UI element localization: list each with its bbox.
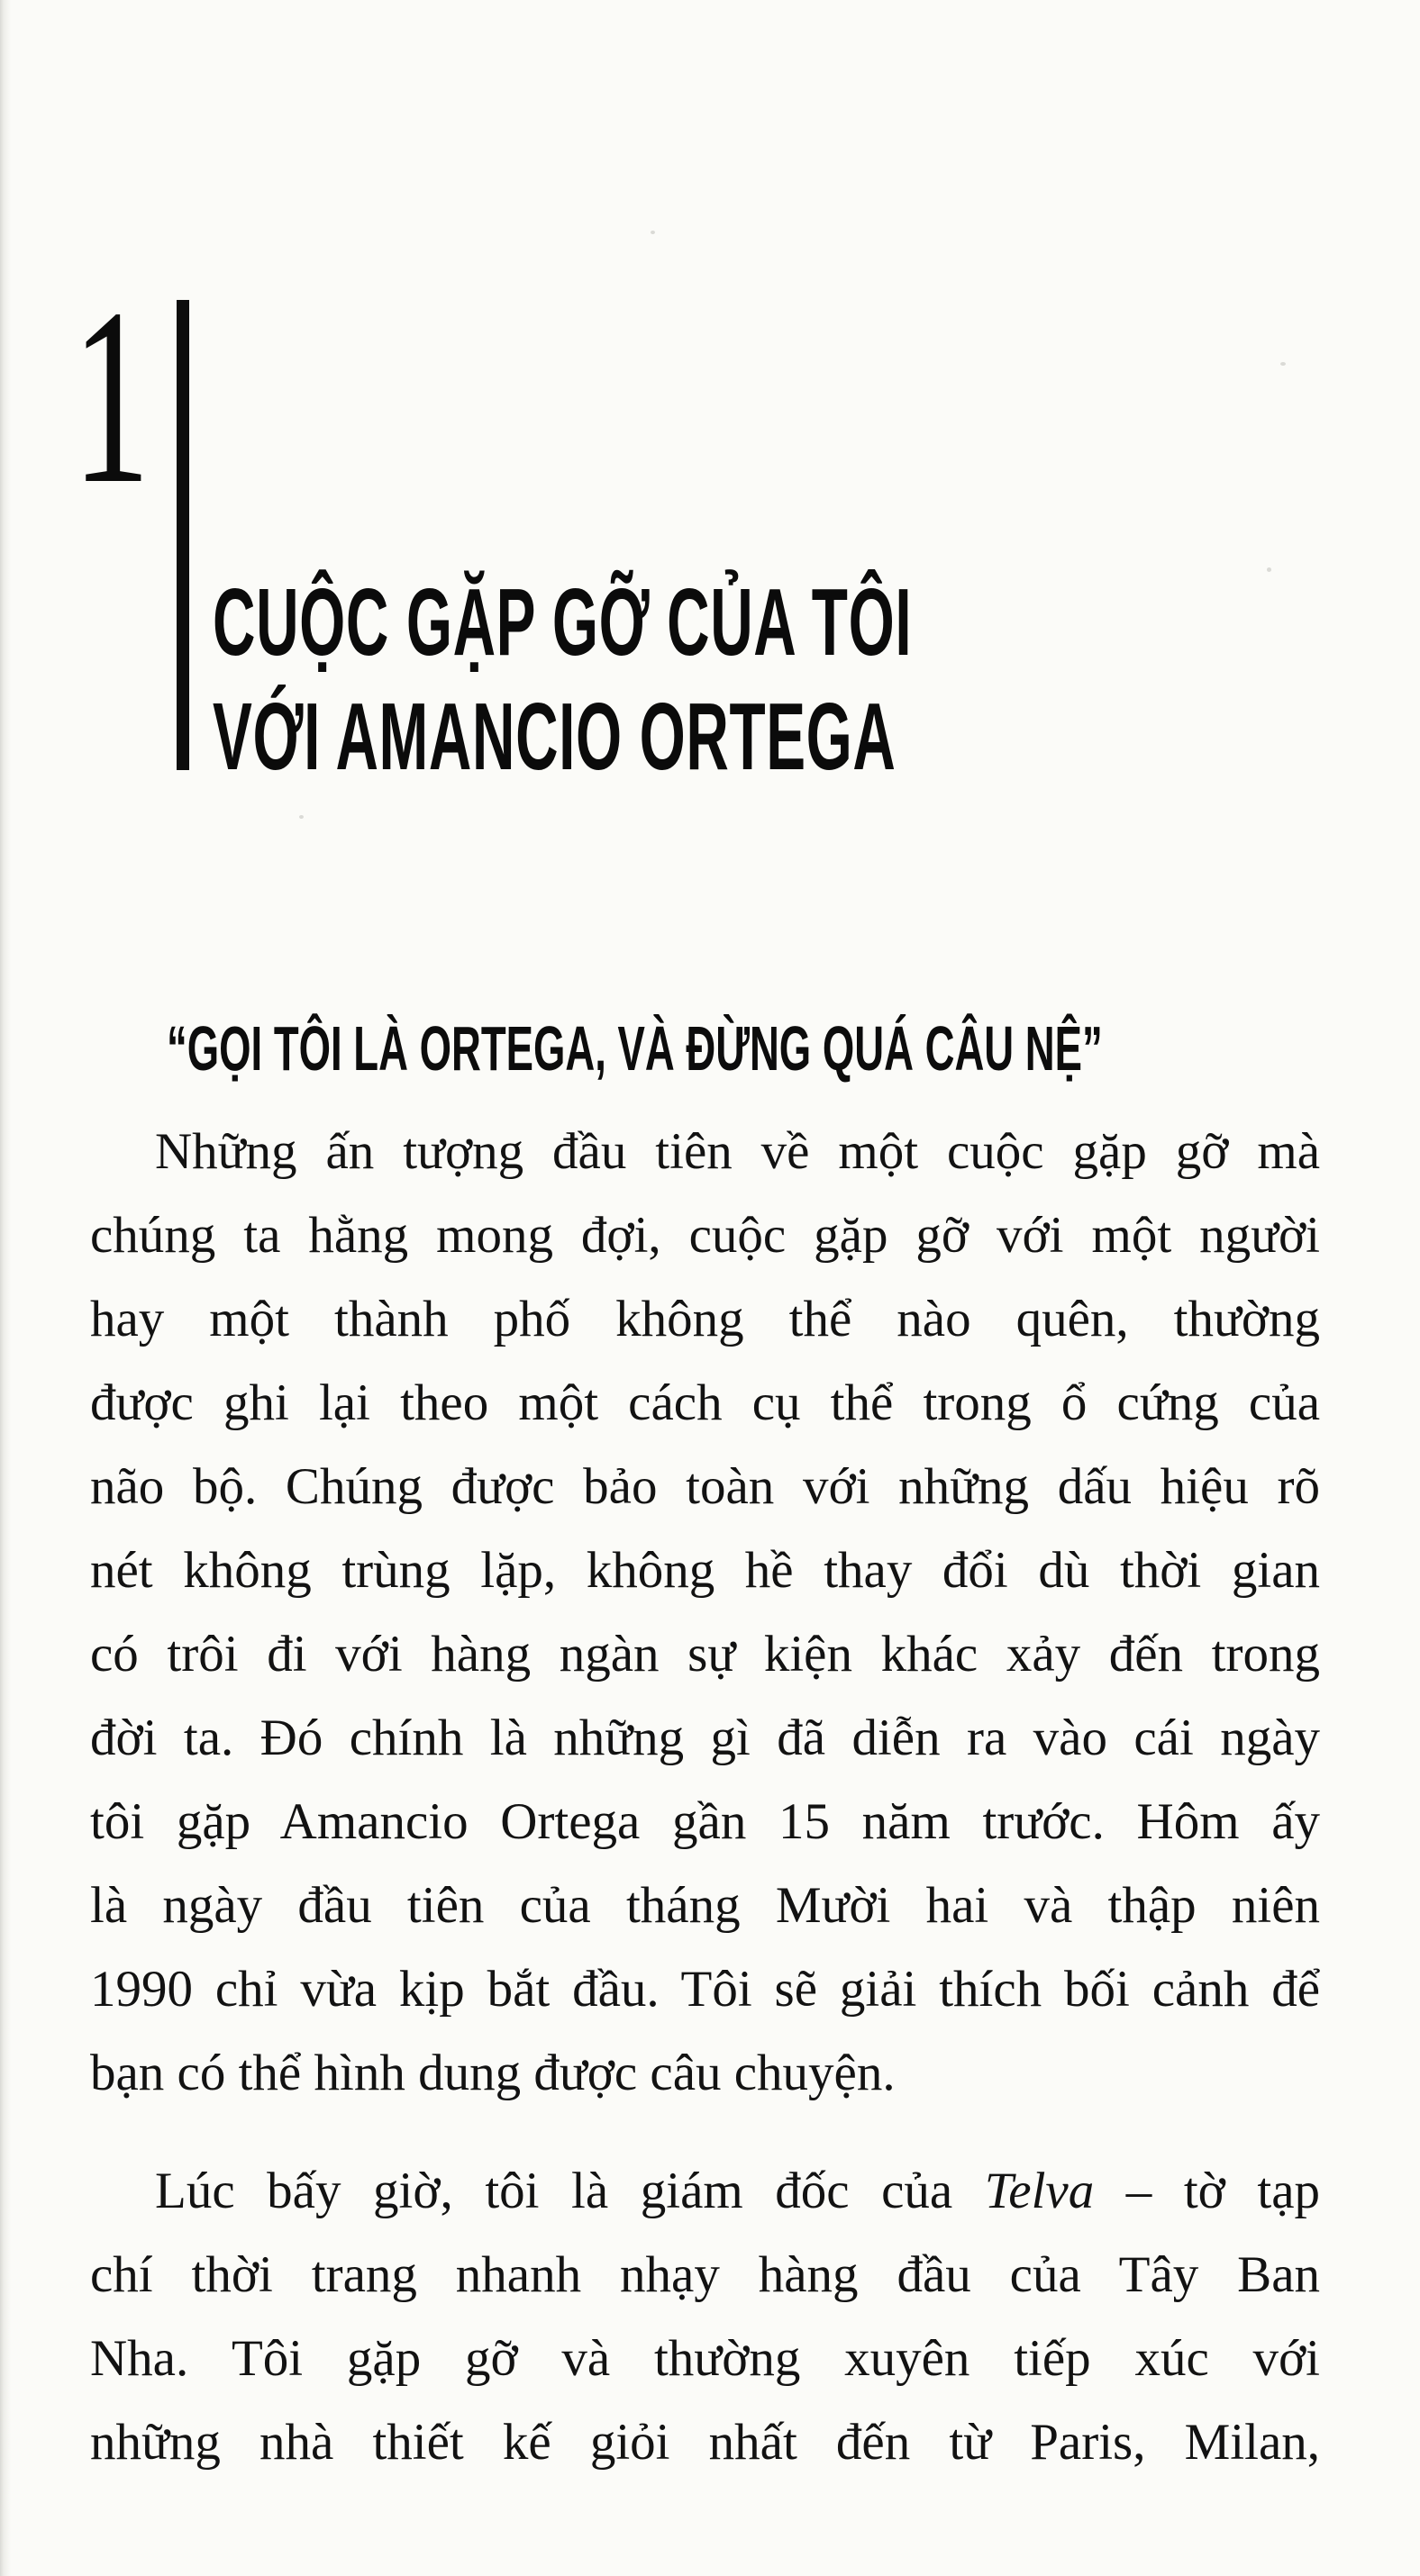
paragraph — [90, 1110, 1320, 2115]
text-line — [90, 1110, 1320, 1193]
text-line — [90, 1780, 1320, 1864]
text-line — [90, 2149, 1320, 2233]
scan-speck — [1280, 362, 1286, 366]
text-segment: – tờ tạp — [1094, 2163, 1320, 2219]
text-segment: có trôi đi với hàng ngàn sự kiện khác xảy đến trong — [90, 1626, 1320, 1683]
text-segment: được ghi lại theo một cách cụ thể trong ổ cứng của — [90, 1374, 1320, 1431]
text-line — [90, 1528, 1320, 1612]
text-segment: những nhà thiết kế giỏi nhất đến từ Paris, Milan, — [90, 2414, 1320, 2471]
text-segment: hay một thành phố không thể nào quên, thường — [90, 1291, 1320, 1347]
text-segment: 1990 chỉ vừa kịp bắt đầu. Tôi sẽ giải thích bối cảnh để — [90, 1961, 1320, 2018]
text-line — [90, 2400, 1320, 2484]
text-line — [90, 1696, 1320, 1780]
text-line — [90, 1864, 1320, 1947]
text-line — [90, 1445, 1320, 1528]
text-line — [90, 2233, 1320, 2317]
text-segment: chúng ta hằng mong đợi, cuộc gặp gỡ với một người — [90, 1207, 1320, 1264]
paragraph — [90, 2149, 1320, 2484]
text-line — [90, 1947, 1320, 2031]
text-line — [90, 1193, 1320, 1277]
text-line — [90, 1277, 1320, 1361]
chapter-rule-divider — [177, 300, 189, 770]
chapter-title — [213, 566, 912, 794]
scan-speck — [1267, 567, 1271, 572]
text-line — [90, 2317, 1320, 2400]
body-text — [90, 1110, 1320, 2484]
section-heading: “GỌI TÔI LÀ ORTEGA, VÀ ĐỪNG QUÁ CÂU NỆ” — [167, 1013, 1103, 1084]
text-segment: não bộ. Chúng được bảo toàn với những dấu hiệu rõ — [90, 1458, 1320, 1515]
scan-speck — [651, 231, 655, 234]
text-segment: đời ta. Đó chính là những gì đã diễn ra vào cái ngày — [90, 1710, 1320, 1766]
text-segment: Những ấn tượng đầu tiên về một cuộc gặp gỡ mà — [155, 1123, 1320, 1180]
text-segment: chí thời trang nhanh nhạy hàng đầu của Tây Ban — [90, 2246, 1320, 2303]
chapter-title-line-2: VỚI AMANCIO ORTEGA — [213, 684, 897, 790]
chapter-number: 1 — [72, 256, 150, 536]
italic-text: Telva — [984, 2163, 1095, 2219]
scan-edge-artifact — [0, 0, 11, 2576]
scan-speck — [299, 815, 304, 819]
text-segment: tôi gặp Amancio Ortega gần 15 năm trước. Hôm ấy — [90, 1793, 1320, 1850]
text-segment: là ngày đầu tiên của tháng Mười hai và thập niên — [90, 1877, 1320, 1934]
text-segment: Lúc bấy giờ, tôi là giám đốc của — [155, 2163, 985, 2219]
text-line — [90, 2031, 1320, 2115]
text-line — [90, 1612, 1320, 1696]
chapter-title-line-1: CUỘC GẶP GỠ CỦA TÔI — [213, 569, 913, 676]
text-segment: nét không trùng lặp, không hề thay đổi dù thời gian — [90, 1542, 1320, 1599]
text-segment: bạn có thể hình dung được câu chuyện. — [90, 2045, 896, 2101]
text-line — [90, 1361, 1320, 1445]
text-segment: Nha. Tôi gặp gỡ và thường xuyên tiếp xúc với — [90, 2330, 1320, 2387]
